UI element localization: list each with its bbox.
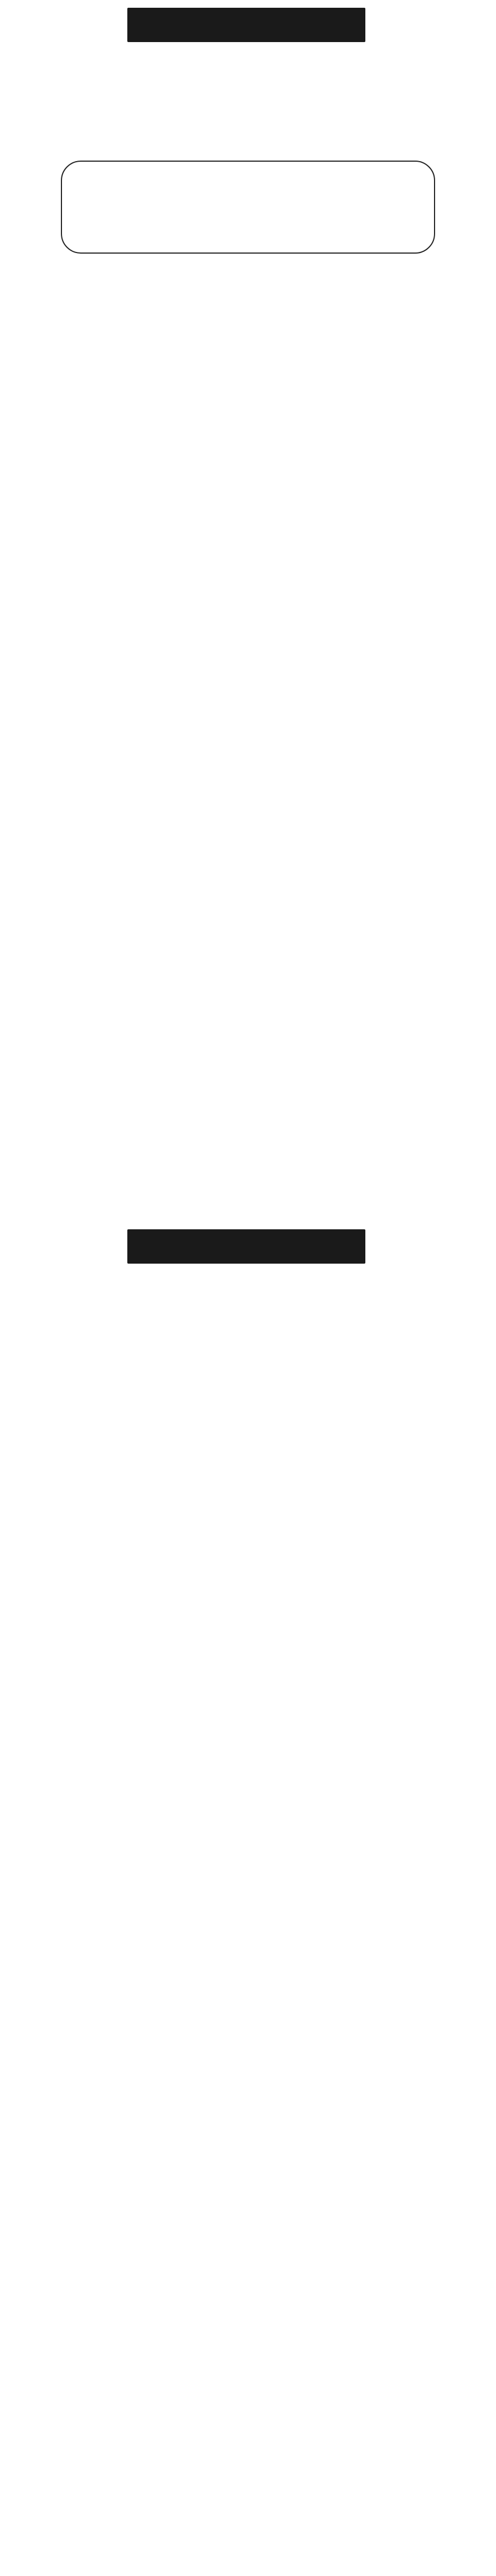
watermark [0,1411,496,2023]
part1-banner [127,8,365,42]
part1-instruction-box [61,161,435,254]
part2-banner [127,1229,365,1264]
